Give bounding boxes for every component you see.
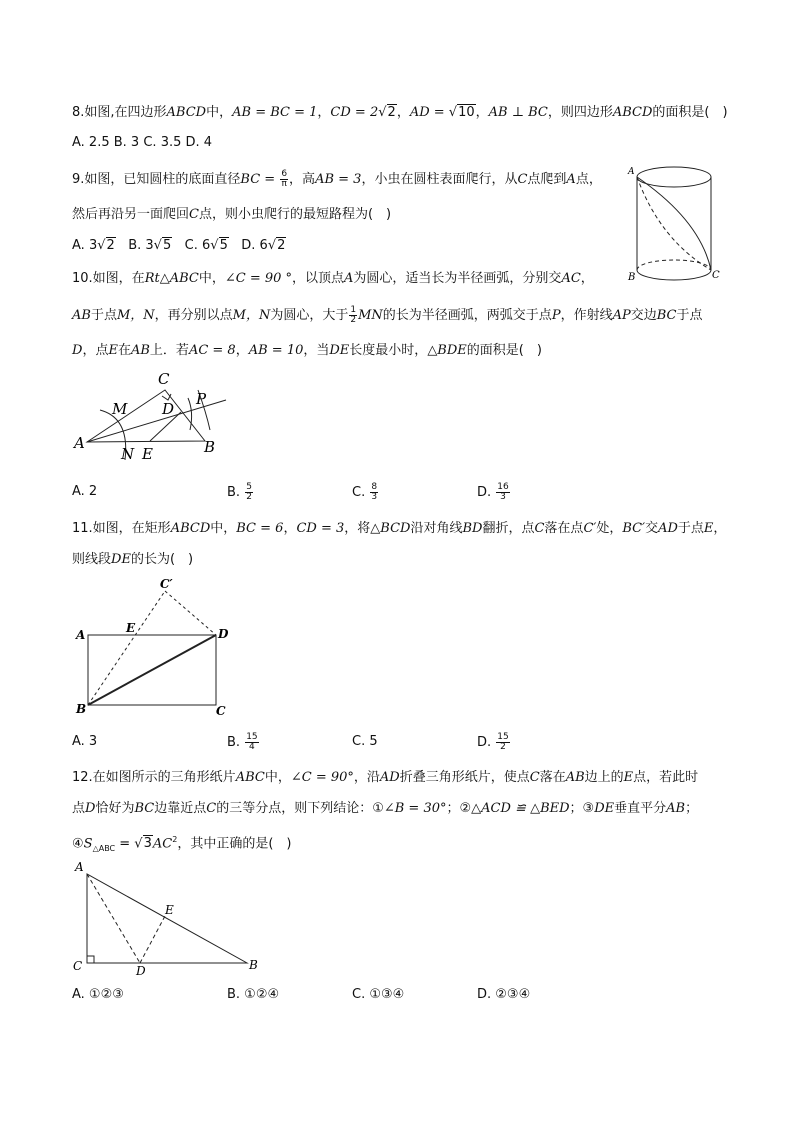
q9-text: 点， <box>575 172 602 187</box>
q10-option-c[interactable] <box>352 483 379 502</box>
q12-var: DE <box>594 801 615 816</box>
label-c-prime: C′ <box>160 577 173 591</box>
q11-option-c[interactable] <box>352 733 378 751</box>
segment-de <box>140 916 165 963</box>
q9-option-c[interactable] <box>185 237 229 253</box>
label-d: D <box>162 400 175 418</box>
q8-options <box>72 134 212 152</box>
opt-letter: A. <box>72 238 89 253</box>
q12-option-d[interactable] <box>477 986 530 1004</box>
opt-label: C. <box>352 485 370 500</box>
q9-options <box>72 237 286 255</box>
q12-var: AC <box>152 836 173 852</box>
q10-var: AC <box>561 271 581 286</box>
q11-var: C <box>534 521 545 536</box>
q8-option-d[interactable]: D. 4 <box>185 135 213 150</box>
q9-stem-line2 <box>72 206 391 224</box>
sqrt-sign: √ <box>448 105 458 120</box>
q12-var: AB <box>666 801 686 816</box>
q10-text: ，当 <box>303 343 330 358</box>
q10-var: ∠C = 90 ° <box>224 271 293 286</box>
q10-var: MN <box>358 308 383 323</box>
sqrt-sign: √ <box>378 105 387 120</box>
q12-triangle-figure <box>70 858 270 978</box>
triangle-abc <box>87 390 205 442</box>
frac-den: 2 <box>500 742 506 752</box>
opt-label: A. 2 <box>72 484 98 499</box>
q10-var: BC <box>656 308 677 323</box>
opt-label: A. 3 <box>72 734 98 749</box>
q10-text: ， <box>580 271 594 286</box>
opt-radicand: 2 <box>106 238 115 253</box>
q12-var: ∠C = 90° <box>290 770 354 785</box>
q8-text: ， <box>396 105 410 120</box>
q8-radicand: 10 <box>458 105 475 120</box>
q10-text: 10.如图，在 <box>72 271 145 286</box>
q9-option-d[interactable] <box>241 237 286 253</box>
segment-ad <box>87 874 140 963</box>
q12-text: ；② <box>446 801 472 816</box>
label-b: B <box>249 958 258 972</box>
q8-text: ， <box>317 105 331 120</box>
q10-var: AB <box>72 308 91 323</box>
q11-text: 交 <box>645 521 659 536</box>
q8-var: ABCD <box>612 105 653 120</box>
q9-text: 然后再沿另一面爬回 <box>72 207 190 222</box>
q12-text: 折叠三角形纸片，使点 <box>399 770 530 785</box>
segment-dc-prime <box>165 591 216 635</box>
q10-stem-line3 <box>72 342 542 360</box>
q10-text: 的面积是( ) <box>466 343 542 358</box>
frac-num: 1 <box>350 305 357 315</box>
opt-label: D. <box>477 735 496 750</box>
q9-text: 点爬到 <box>527 172 567 187</box>
q8-radicand: 2 <box>387 105 396 120</box>
q9-cylinder-figure <box>620 160 730 282</box>
q10-option-a[interactable] <box>72 483 97 501</box>
label-e: E <box>165 903 174 917</box>
opt-label: C. ①③④ <box>352 987 405 1002</box>
q8-stem <box>72 104 728 122</box>
q12-text: 恰好为 <box>95 801 135 816</box>
q12-option-b[interactable] <box>227 986 279 1004</box>
q9-text: 9.如图，已知圆柱的底面直径 <box>72 172 241 187</box>
label-b: B <box>204 438 216 456</box>
q8-text: 的面积是( ) <box>652 105 728 120</box>
q10-text: 中， <box>198 271 225 286</box>
q10-var: DE <box>329 343 350 358</box>
q12-radicand: 3 <box>143 836 152 852</box>
q10-stem-line1 <box>72 270 594 288</box>
q8-var: ABCD <box>166 105 207 120</box>
q11-var: BD <box>462 521 483 536</box>
q12-var: AD <box>379 770 400 785</box>
sqrt-sign: √ <box>267 238 277 253</box>
q11-var: CD = 3 <box>296 521 345 536</box>
q10-var: AP <box>612 308 631 323</box>
frac-den: 3 <box>500 492 506 502</box>
opt-label: B. <box>227 485 245 500</box>
q11-var: BC = 6 <box>236 521 284 536</box>
q11-stem-line1 <box>72 520 726 538</box>
q10-var: Rt△ABC <box>144 271 199 286</box>
q8-var: AB = BC = 1 <box>232 105 318 120</box>
q12-stem-line1 <box>72 769 698 787</box>
q12-text: 边上的 <box>584 770 624 785</box>
q10-triangle-figure <box>70 368 240 468</box>
q11-text: 沿对角线 <box>410 521 463 536</box>
q12-text: 中， <box>264 770 291 785</box>
q10-text: ， <box>235 343 249 358</box>
q11-text: ， <box>713 521 727 536</box>
opt-fraction <box>245 483 253 502</box>
right-angle-mark <box>87 956 94 963</box>
opt-label: C. 5 <box>352 734 378 749</box>
opt-label: B. <box>227 735 245 750</box>
q12-var: S <box>83 836 93 852</box>
label-d: D <box>136 964 146 978</box>
q10-option-d[interactable] <box>477 483 511 502</box>
q10-stem-line2 <box>72 306 703 325</box>
label-a: A <box>628 167 635 177</box>
q8-option-a[interactable]: A. 2.5 <box>72 135 110 150</box>
opt-radicand: 2 <box>277 238 286 253</box>
opt-letter: C. <box>184 238 202 253</box>
q10-var: P <box>551 308 561 323</box>
opt-fraction <box>496 733 509 752</box>
q8-option-b[interactable]: B. 3 <box>113 135 140 150</box>
q11-rectangle-figure <box>70 575 240 720</box>
q12-text: 边靠近点 <box>154 801 207 816</box>
q9-text: ，高 <box>289 172 316 187</box>
label-c: C <box>712 270 720 281</box>
q10-fraction <box>349 306 357 325</box>
q12-text: 的三等分点，则下列结论：① <box>216 801 384 816</box>
q11-var: E <box>703 521 714 536</box>
q10-var: AC = 8 <box>188 343 236 358</box>
q10-text: 于点 <box>90 308 117 323</box>
opt-coef: 6 <box>202 238 211 253</box>
diagonal-bd <box>88 635 216 705</box>
q11-text: 翻折，点 <box>482 521 535 536</box>
q10-var: A <box>344 271 354 286</box>
q11-text: 于点 <box>677 521 704 536</box>
label-c: C <box>158 370 170 388</box>
q12-var: D <box>85 801 96 816</box>
frac-num: 15 <box>497 732 509 742</box>
q11-var: ABCD <box>170 521 211 536</box>
q11-text: 处， <box>596 521 623 536</box>
q10-var: M，N <box>116 308 155 323</box>
q12-option-a[interactable] <box>72 986 124 1004</box>
cylinder-bottom-front-arc <box>637 270 711 280</box>
q12-var: ∠B = 30° <box>383 801 447 816</box>
q8-var: AD = <box>409 105 449 120</box>
back-path-curve <box>637 177 711 270</box>
q12-stem-line2 <box>72 800 698 818</box>
q10-text: 在 <box>117 343 131 358</box>
frac-den: 4 <box>249 742 255 752</box>
q12-superscript: 2 <box>172 835 178 844</box>
q10-var: D <box>72 343 83 358</box>
q8-var: CD = 2 <box>330 105 379 120</box>
q9-var: AB = 3 <box>315 172 362 187</box>
q12-text: 点，若此时 <box>633 770 699 785</box>
q8-text: ，则四边形 <box>547 105 613 120</box>
q12-stem-line3 <box>72 831 291 858</box>
q11-option-d[interactable] <box>477 733 511 752</box>
label-c: C <box>73 959 83 973</box>
q12-var: C <box>529 770 540 785</box>
q10-text: 的长为半径画弧，两弧交于点 <box>382 308 552 323</box>
opt-coef: 3 <box>145 238 154 253</box>
opt-letter: B. <box>128 238 146 253</box>
q11-text: 则线段 <box>72 552 112 567</box>
label-a: A <box>75 860 84 874</box>
q9-text: 点，则小虫爬行的最短路程为( ) <box>198 207 392 222</box>
q12-text: 落在 <box>539 770 566 785</box>
opt-fraction <box>370 483 378 502</box>
segment-bc-prime <box>88 591 165 705</box>
frac-num: 6 <box>281 169 288 179</box>
opt-coef: 3 <box>88 238 98 253</box>
q10-text: 为圆心，大于 <box>270 308 349 323</box>
q9-var: A <box>566 172 576 187</box>
frac-den: π <box>281 179 287 189</box>
label-a: A <box>74 434 85 452</box>
frac-num: 5 <box>246 482 252 492</box>
cylinder-top-ellipse <box>637 167 711 187</box>
q12-text: ，沿 <box>353 770 380 785</box>
q12-var: AB <box>565 770 585 785</box>
q11-text: 落在点 <box>544 521 584 536</box>
opt-label: A. ①②③ <box>72 987 124 1002</box>
front-path-curve <box>637 177 711 270</box>
sqrt-sign: √ <box>153 238 162 253</box>
q10-var: E <box>108 343 118 358</box>
q11-text: ，将 <box>344 521 371 536</box>
label-e: E <box>126 621 136 635</box>
frac-num: 16 <box>497 482 509 492</box>
frac-den: 3 <box>371 492 378 502</box>
q11-text: 的长为( ) <box>130 552 194 567</box>
q11-var: DE <box>111 552 131 567</box>
q12-text: 点 <box>72 801 86 816</box>
q12-text: 垂直平分 <box>614 801 667 816</box>
q12-text: ； <box>685 801 699 816</box>
opt-fraction <box>245 733 258 752</box>
q9-text: ，小虫在圆柱表面爬行，从 <box>361 172 518 187</box>
label-m: M <box>112 400 128 418</box>
q10-text: ，作射线 <box>560 308 613 323</box>
q12-var: BC <box>134 801 155 816</box>
q10-text: ，以顶点 <box>292 271 345 286</box>
label-n: N <box>121 445 135 463</box>
q8-var: AB ⊥ BC <box>488 105 548 120</box>
frac-num: 8 <box>371 482 378 492</box>
q10-text: 上．若 <box>149 343 189 358</box>
q8-text: ， <box>475 105 489 120</box>
label-d: D <box>218 627 229 641</box>
q8-text: 中， <box>206 105 233 120</box>
opt-label: D. <box>477 485 496 500</box>
opt-label: D. ②③④ <box>477 987 531 1002</box>
q12-var: E <box>623 770 634 785</box>
q9-var: BC = <box>240 172 280 187</box>
q11-var: △BCD <box>370 521 411 536</box>
opt-radicand: 5 <box>162 238 172 253</box>
q10-text: ，再分别以点 <box>154 308 233 323</box>
q9-fraction <box>280 170 288 189</box>
q10-text: 长度最小时， <box>349 343 428 358</box>
label-e: E <box>142 445 153 463</box>
q11-var: AD <box>658 521 678 536</box>
q12-text: ；③ <box>569 801 595 816</box>
q12-var: ABC <box>235 770 265 785</box>
q10-var: AB <box>130 343 150 358</box>
q12-text: ，其中正确的是( ) <box>177 836 292 852</box>
label-a: A <box>76 628 86 642</box>
q10-var: AB = 10 <box>248 343 304 358</box>
q11-option-a[interactable] <box>72 733 97 751</box>
opt-fraction <box>496 483 509 502</box>
q11-stem-line2 <box>72 551 193 569</box>
cylinder-bottom-back-arc <box>637 260 711 270</box>
q11-text: ， <box>283 521 297 536</box>
opt-coef: 6 <box>259 238 268 253</box>
opt-letter: D. <box>241 238 260 253</box>
q10-text: ，点 <box>82 343 109 358</box>
q12-option-c[interactable] <box>352 986 404 1004</box>
q9-stem-line1 <box>72 170 602 189</box>
opt-radicand: 5 <box>219 238 228 253</box>
triangle-abc <box>87 874 247 963</box>
q8-option-c[interactable]: C. 3.5 <box>143 135 182 150</box>
q10-var: △BDE <box>427 343 467 358</box>
q9-option-b[interactable] <box>128 237 172 253</box>
q9-var: C <box>517 172 528 187</box>
q10-text: 于点 <box>676 308 703 323</box>
sqrt-sign: √ <box>210 238 219 253</box>
label-p: P <box>196 390 207 408</box>
q12-text: 12.在如图所示的三角形纸片 <box>72 770 236 785</box>
frac-num: 15 <box>246 732 258 742</box>
q10-option-b[interactable] <box>227 483 254 502</box>
q12-subscript: △ABC <box>92 843 116 853</box>
q11-text: 11.如图，在矩形 <box>72 521 171 536</box>
q11-var: BC′ <box>622 521 646 536</box>
q10-text: 交边 <box>630 308 657 323</box>
q12-var: △ACD ≌ △BED <box>471 801 570 816</box>
label-c: C <box>216 704 226 718</box>
sqrt-sign: √ <box>134 836 143 852</box>
q11-text: 中， <box>210 521 237 536</box>
frac-den: 2 <box>246 492 252 502</box>
opt-label: B. ①②④ <box>227 987 280 1002</box>
sqrt-sign: √ <box>97 238 106 253</box>
q9-var: C <box>189 207 199 222</box>
q11-option-b[interactable] <box>227 733 260 752</box>
q10-var: M，N <box>232 308 271 323</box>
q10-text: 为圆心，适当长为半径画弧，分别交 <box>353 271 562 286</box>
q12-text: = <box>115 836 135 852</box>
q9-option-a[interactable] <box>72 237 116 253</box>
q12-var: C <box>206 801 217 816</box>
q8-text: 8.如图,在四边形 <box>72 105 167 120</box>
q12-text: ④ <box>72 836 84 852</box>
label-b: B <box>628 272 636 283</box>
q11-var: C′ <box>583 521 597 536</box>
label-b: B <box>76 702 87 716</box>
arc-p1 <box>188 398 192 430</box>
frac-den: 2 <box>350 315 357 325</box>
